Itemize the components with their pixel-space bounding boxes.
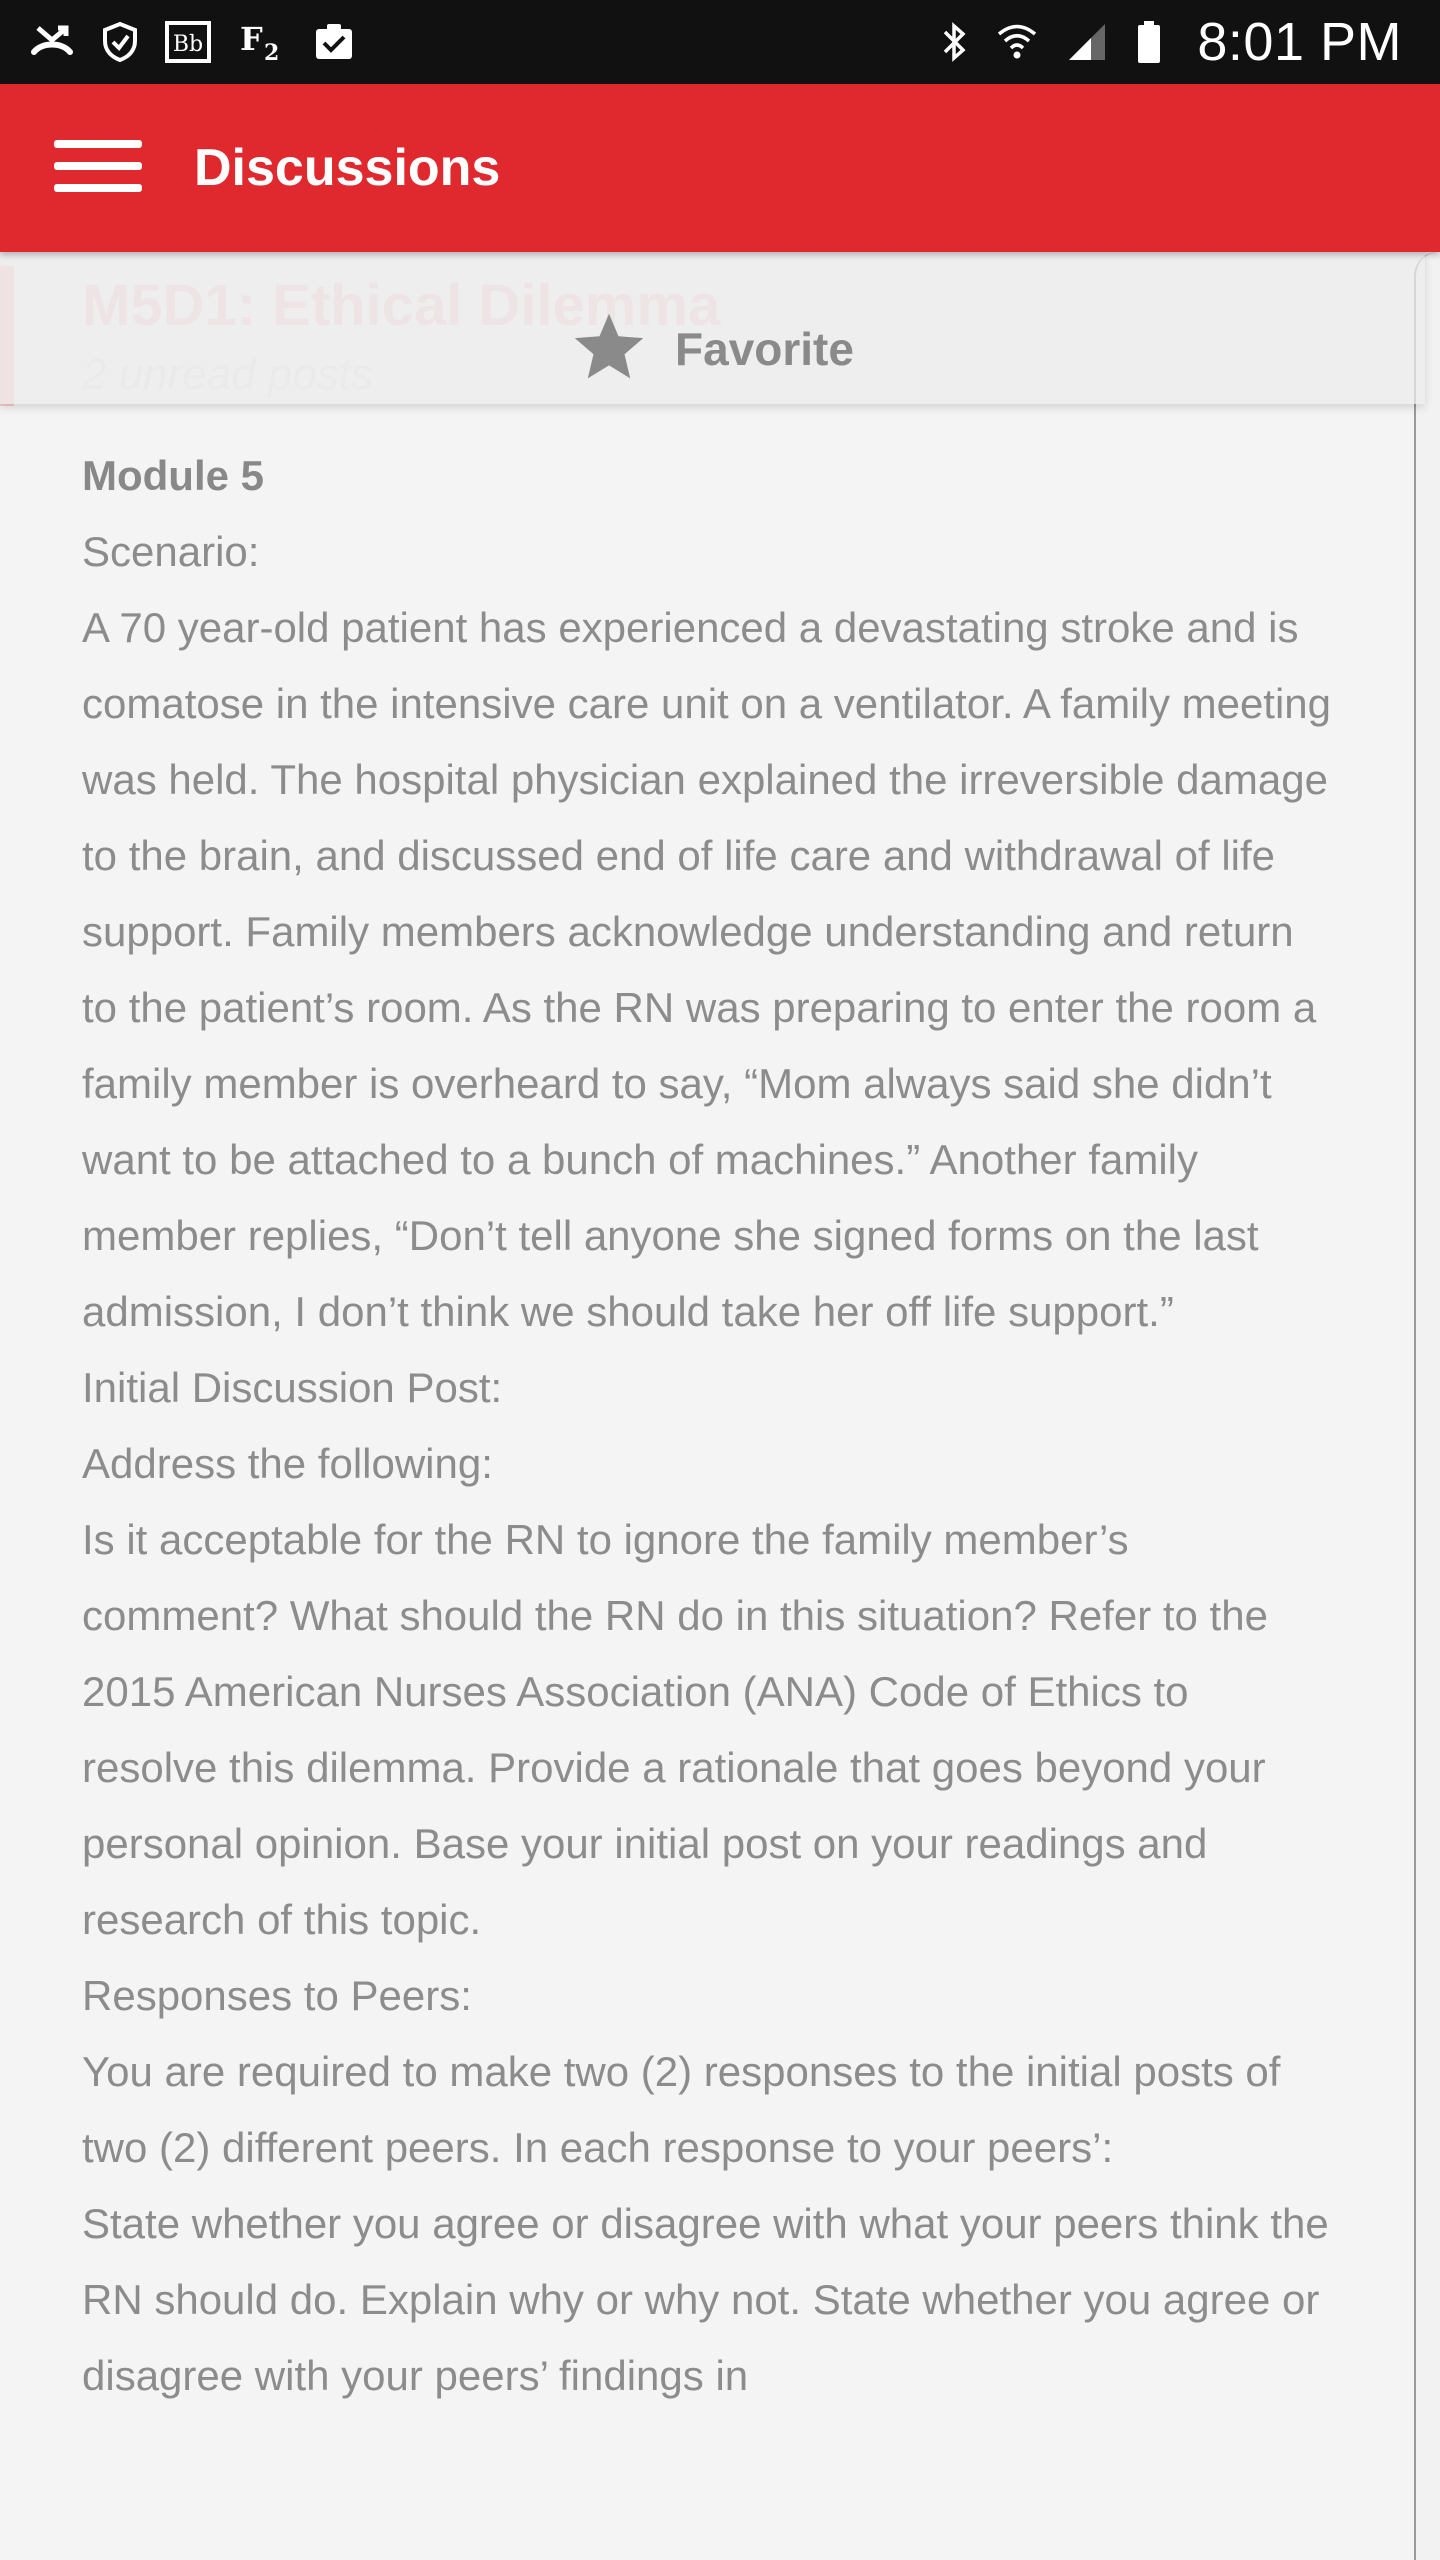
favorite-button[interactable]: [571, 309, 854, 390]
menu-button[interactable]: [38, 108, 158, 228]
screen-edge: [1414, 252, 1440, 2560]
address-heading: Address the following:: [82, 1440, 493, 1487]
signal-icon: [1065, 20, 1109, 64]
shield-icon: [102, 21, 138, 63]
responses-text: You are required to make two (2) responses to the initial posts of two (2) different peers. In each response to your peers’:: [82, 2048, 1281, 2171]
f2-label: F: [240, 20, 263, 58]
hamburger-menu-icon: [54, 136, 142, 201]
address-text: Is it acceptable for the RN to ignore the family member’s comment? What should the RN do in this situation? Refer to the 2015 American Nurses Association (ANA) Code of Ethics to resolve this dilemma. Provide a rationale that goes beyond your personal opinion. Base your initial post on your readings and research of this topic.: [82, 1516, 1268, 1943]
missed-call-icon: [28, 22, 76, 62]
initial-post-heading: Initial Discussion Post:: [82, 1364, 503, 1411]
status-bar: [0, 0, 1440, 84]
discussion-body: [82, 438, 1332, 2414]
state-text: State whether you agree or disagree with what your peers think the RN should do. Explain why or why not. State whether you agree or disagree with your peers’ findings in: [82, 2200, 1329, 2399]
bluetooth-icon: [941, 20, 969, 64]
responses-heading: Responses to Peers:: [82, 1972, 472, 2019]
scenario-heading: Scenario:: [82, 528, 260, 575]
f2-icon: [238, 20, 286, 64]
status-bar-left: [28, 20, 356, 64]
favorite-label: Favorite: [675, 323, 854, 375]
favorite-overlay: [0, 252, 1425, 404]
status-bar-right: [941, 11, 1402, 73]
scenario-text: A 70 year-old patient has experienced a devastating stroke and is comatose in the intensive care unit on a ventilator. A family meeting was held. The hospital physician explained the irreversible damage to the brain, and discussed end of life care and withdrawal of life support. Family members acknowledge understanding and return to the patient’s room. As the RN was preparing to enter the room a family member is overheard to say, “Mom always said she didn’t want to be attached to a bunch of machines.” Another family member replies, “Don’t tell anyone she signed forms on the last admission, I don’t think we should take her off life support.”: [82, 604, 1332, 1335]
app-bar: [0, 84, 1440, 252]
page-title: Discussions: [194, 139, 501, 197]
wifi-icon: [995, 20, 1039, 64]
star-icon: [571, 309, 647, 390]
blackboard-icon: [164, 20, 212, 64]
clipboard-check-icon: [312, 21, 356, 63]
f2-subscript: 2: [264, 40, 280, 64]
module-heading: Module 5: [82, 452, 265, 499]
status-time: 8:01 PM: [1197, 12, 1402, 72]
battery-icon: [1135, 19, 1163, 65]
discussion-content[interactable]: [0, 252, 1440, 2560]
blackboard-label: Bb: [172, 32, 204, 57]
